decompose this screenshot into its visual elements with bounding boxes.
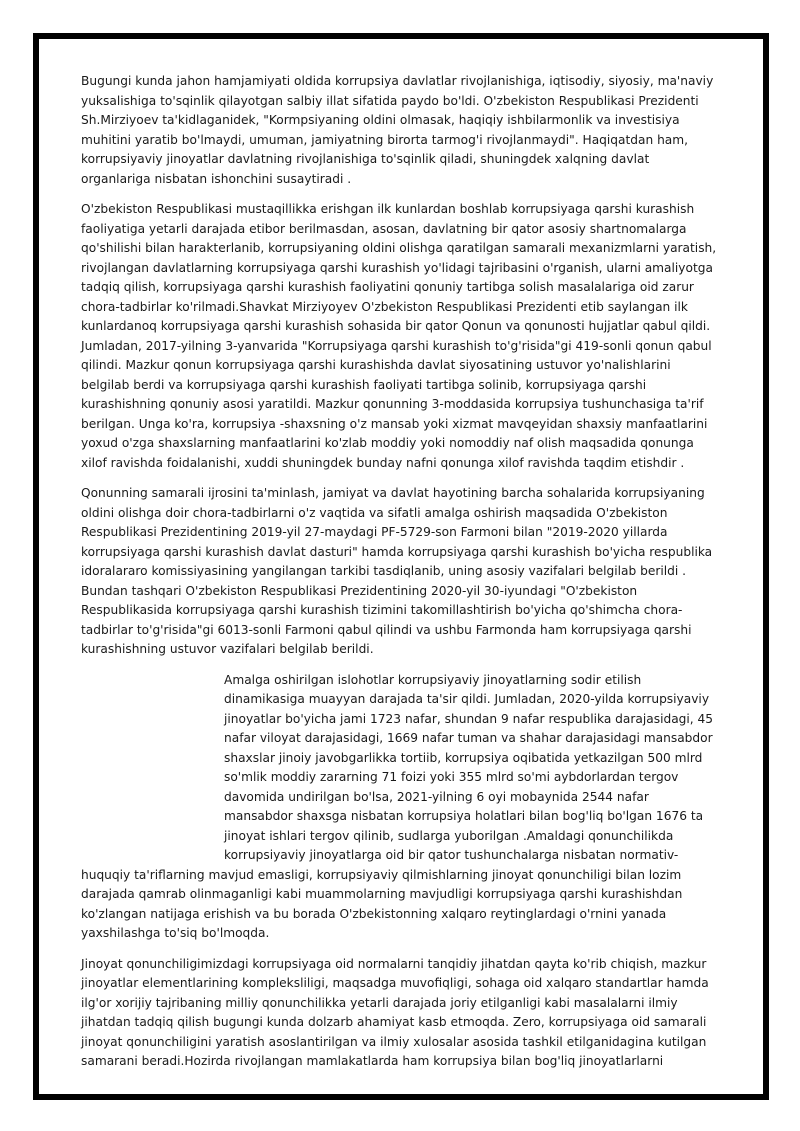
- paragraph-4: Amalga oshirilgan islohotlar korrupsiyaviy jinoyatlarning sodir etilish dinamikasiga muayyan darajada ta'sir qildi. Jumladan, 2020-yilda korrupsiyaviy jinoyatlar bo'yicha jami 1723 nafar, shundan 9 nafar respublika darajasidagi, 45 nafar viloyat darajasidagi, 1669 nafar tuman va shahar darajasidagi mansabdor shaxslar jinoiy javobgarlikka tortiib, korrupsiya oqibatida yetkazilgan 500 mlrd so'mlik moddiy zararning 71 foizi yoki 355 mlrd so'mi aybdorlardan tergov davomida undirilgan bo'lsa, 2021-yilning 6 oyi mobaynida 2544 nafar mansabdor shaxsga nisbatan korrupsiya holatlari bilan bog'liq bo'lgan 1676 ta jinoyat ishlari tergov qilinib, sudlarga yuborilgan .Amaldagi qonunchilikda korrupsiyaviy jinoyatlarga oid bir qator tushunchalarga nisbatan normativ-huquqiy ta'riflarning mavjud emasligi, korrupsiyaviy qilmishlarning jinoyat qonunchiligi bilan lozim darajada qamrab olinmaganligi kabi muammolarning mavjudligi korrupsiyaga qarshi kurashishdan ko'zlangan natijaga erishish va bu borada O'zbekistonning xalqaro reytinglardagi o'rnini yanada yaxshilashga to'siq bo'lmoqda.: [81, 672, 714, 940]
- paragraph-3: Qonunning samarali ijrosini ta'minlash, jamiyat va davlat hayotining barcha sohalarida korrupsiyaning oldini olishga doir chora-tadbirlarni o'z vaqtida va sifatli amalga oshirish maqsadida O'zbekiston Respublikasi Prezidentining 2019-yil 27-maydagi PF-5729-son Farmoni bilan "2019-2020 yillarda korrupsiyaga qarshi kurashish davlat dasturi" hamda korrupsiyaga qarshi kurashish bo'yicha respublika idoralararo komissiyasining yangilangan tarkibi tasdiqlanib, uning asosiy vazifalari belgilab berildi . Bundan tashqari O'zbekiston Respublikasi Prezidentining 2020-yil 30-iyundagi "O'zbekiston Respublikasida korrupsiyaga qarshi kurashish tizimini takomillashtirish bo'yicha qo'shimcha chora-tadbirlar to'g'risida"gi 6013-sonli Farmoni qabul qilindi va ushbu Farmonda ham korrupsiyaga qarshi kurashishning ustuvor vazifalari belgilab berildi.: [81, 486, 713, 656]
- document-body: [81, 72, 721, 1083]
- paragraph-2: O'zbekiston Respublikasi mustaqillikka erishgan ilk kunlardan boshlab korrupsiyaga qarshi kurashish faoliyatiga yetarli darajada etibor berilmasdan, asosan, davlatning bir qator asosiy shartnomalarga qo'shilishi bilan harakterlanib, korrupsiyaning oldini olishga qaratilgan samarali mexanizmlarni yaratish, rivojlangan davlatlarning korrupsiyaga qarshi kurashish yo'lidagi tajribasini o'rganish, ularni amaliyotga tadqiq qilish, korrupsiyaga qarshi kurashish faoliyatini qonuniy tartibga solish masalalariga oid zarur chora-tadbirlar ko'rilmadi.Shavkat Mirziyoyev O'zbekiston Respublikasi Prezidenti etib saylangan ilk kunlardanoq korrupsiyaga qarshi kurashish sohasida bir qator Qonun va qonunosti hujjatlar qabul qildi. Jumladan, 2017-yilning 3-yanvarida "Korrupsiyaga qarshi kurashish to'g'risida"gi 419-sonli qonun qabul qilindi. Mazkur qonun korrupsiyaga qarshi kurashishda davlat siyosatining ustuvor yo'nalishlarini belgilab berdi va korrupsiyaga qarshi kurashish faoliyati tartibga solinib, korrupsiyaga qarshi kurashishning qonuniy asosi yaratildi. Mazkur qonunning 3-moddasida korrupsiya tushunchasiga ta'rif berilgan. Unga ko'ra, korrupsiya -shaxsning o'z mansab yoki xizmat mavqeyidan shaxsiy manfaatlarini yoxud o'zga shaxslarning manfaatlarini ko'zlab moddiy yoki nomoddiy naf olish maqsadida qonunga xilof ravishda foidalanishi, xuddi shuningdek bunday nafni qonunga xilof ravishda taqdim etishdir .: [81, 202, 717, 470]
- indent-spacer: [81, 671, 224, 847]
- paragraph-1: Bugungi kunda jahon hamjamiyati oldida korrupsiya davlatlar rivojlanishiga, iqtisodiy, siyosiy, ma'naviy yuksalishiga to'sqinlik qilayotgan salbiy illat sifatida paydo bo'ldi. O'zbekiston Respublikasi Prezidenti Sh.Mirziyoev ta'kidlaganidek, "Kormpsiyaning oldini olmasak, haqiqiy ishbilarmonlik va investisiya muhitini yaratib bo'lmaydi, umuman, jamiyatning birorta tarmog'i rivojlanmaydi". Haqiqatdan ham, korrupsiyaviy jinoyatlar davlatning rivojlanishiga to'sqinlik qiladi, shuningdek xalqning davlat organlariga nisbatan ishonchini susaytiradi .: [81, 74, 714, 186]
- paragraph-5: Jinoyat qonunchiligimizdagi korrupsiyaga oid normalarni tanqidiy jihatdan qayta ko'rib chiqish, mazkur jinoyatlar elementlarining kompleksliligi, maqsadga muvofiqligi, sohaga oid xalqaro standartlar hamda ilg'or xorijiy tajribaning milliy qonunchilikka yetarli darajada joriy etilganligi kabi masalalarni ilmiy jihatdan tadqiq qilish bugungi kunda dolzarb ahamiyat kasb etmoqda. Zero, korrupsiyaga oid samarali jinoyat qonunchiligini yaratish asoslantirilgan va ilmiy xulosalar asosida tashkil etilganidagina kutilgan samarani beradi.Hozirda rivojlangan mamlakatlarda ham korrupsiya bilan bog'liq jinoyatlarlarni: [81, 956, 709, 1068]
